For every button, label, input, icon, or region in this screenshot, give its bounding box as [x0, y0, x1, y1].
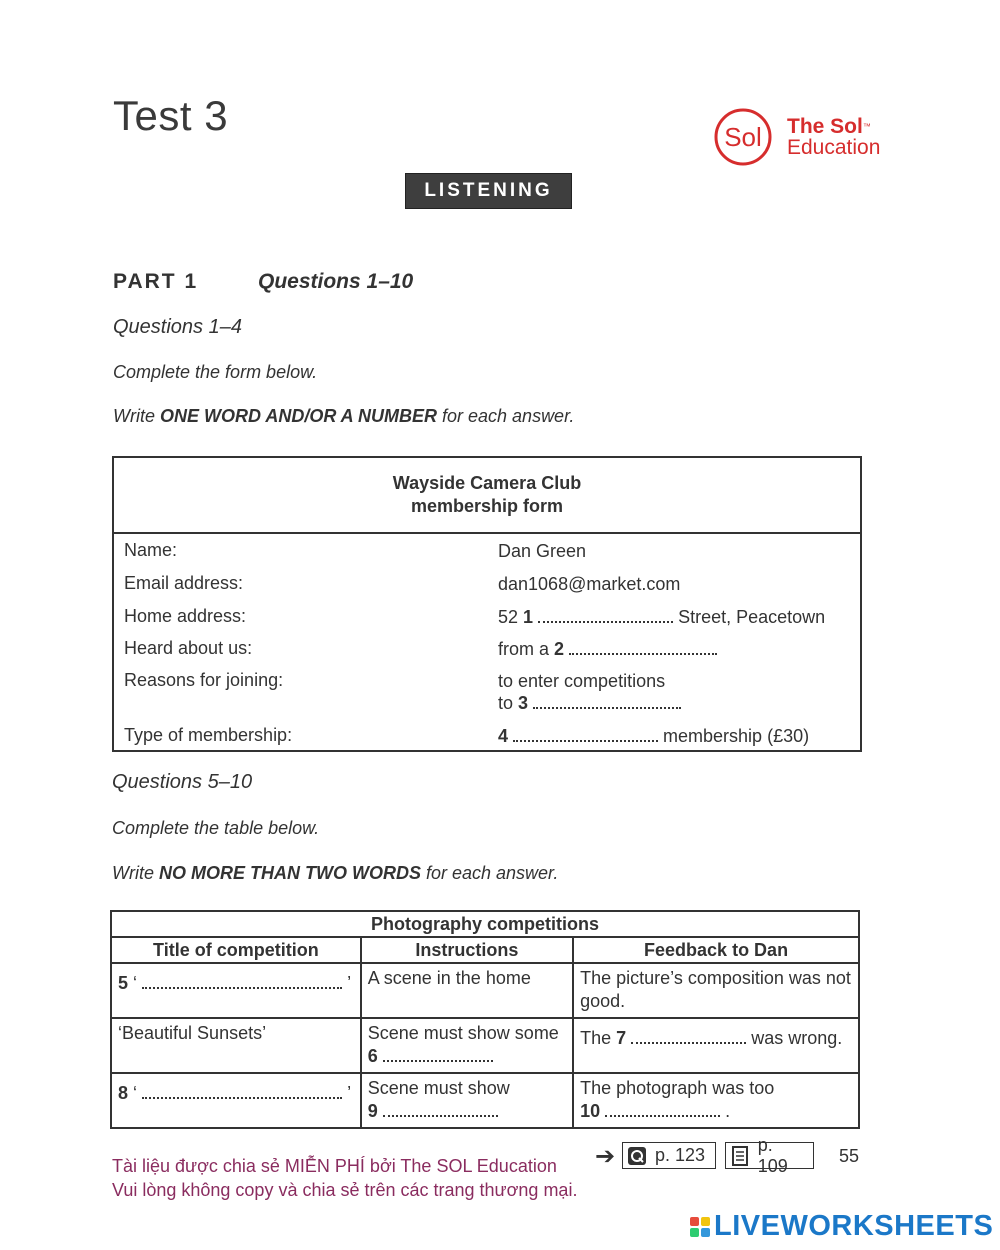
table-row	[111, 963, 859, 1018]
transcript-reference-link[interactable]: p. 109	[725, 1142, 814, 1169]
table-title-row	[111, 911, 859, 937]
liveworksheets-icon	[690, 1217, 710, 1237]
answer-blank-8[interactable]	[142, 1085, 342, 1099]
part-label: PART 1	[113, 270, 199, 293]
audio-reference-link[interactable]: p. 123	[622, 1142, 716, 1169]
table-cell: Scene must show some 6	[361, 1018, 573, 1073]
footer-note: Tài liệu được chia sẻ MIỄN PHÍ bởi The SOL Education Vui lòng không copy và chia sẻ trên các trang thương mại.	[112, 1156, 578, 1200]
brand-tm: ™	[862, 122, 871, 131]
competitions-table	[110, 910, 860, 1129]
svg-text:Sol: Sol	[724, 122, 762, 152]
table-row	[111, 1073, 859, 1128]
questions-1-4-heading: Questions 1–4	[113, 316, 242, 338]
part-question-range: Questions 1–10	[258, 270, 414, 293]
answer-blank-9[interactable]	[383, 1103, 498, 1117]
arrow-right-icon: ➔	[595, 1143, 616, 1170]
table-cell: The photograph was too 10 .	[573, 1073, 859, 1128]
answer-blank-6[interactable]	[383, 1048, 493, 1062]
answer-blank-7[interactable]	[631, 1030, 746, 1044]
table-cell: 5 ‘ ’	[111, 963, 361, 1018]
column-header: Instructions	[361, 937, 573, 963]
questions-1-4-instruction: Complete the form below.	[113, 362, 318, 382]
column-header: Feedback to Dan	[573, 937, 859, 963]
table-title: Photography competitions	[111, 911, 859, 937]
answer-blank-2[interactable]	[569, 641, 717, 655]
answer-blank-3[interactable]	[533, 695, 681, 709]
sol-logo-icon	[713, 107, 781, 167]
brand-name: The Sol	[787, 115, 863, 138]
table-cell: The 7 was wrong.	[573, 1018, 859, 1073]
table-cell: 8 ‘ ’	[111, 1073, 361, 1128]
membership-form: Wayside Camera Club membership form Name: Dan Green Email address: dan1068@market.com Home address: 52 1 Street, Peacetown Heard about us: from a 2 Reasons for joining: to enter competitions to 3 Type of membership: 4 membership (£30)	[112, 456, 862, 752]
answer-blank-4[interactable]	[513, 728, 658, 742]
brand-logo	[713, 107, 880, 167]
answer-blank-5[interactable]	[142, 975, 342, 989]
table-cell: The picture’s composition was not good.	[573, 963, 859, 1018]
document-icon	[730, 1146, 750, 1166]
table-cell: A scene in the home	[361, 963, 573, 1018]
questions-1-4-word-limit: Write ONE WORD AND/OR A NUMBER for each answer.	[113, 406, 575, 426]
table-header-row	[111, 937, 859, 963]
answer-blank-10[interactable]	[605, 1103, 720, 1117]
answer-blank-1[interactable]	[538, 609, 673, 623]
questions-5-10-heading: Questions 5–10	[112, 771, 253, 793]
table-row	[111, 1018, 859, 1073]
table-cell: Scene must show 9	[361, 1073, 573, 1128]
form-title: Wayside Camera Club membership form	[114, 458, 860, 534]
liveworksheets-logo: LIVEWORKSHEETS	[690, 1210, 993, 1243]
questions-5-10-instruction: Complete the table below.	[112, 818, 320, 838]
section-banner: LISTENING	[405, 173, 572, 209]
questions-5-10-word-limit: Write NO MORE THAN TWO WORDS for each answer.	[112, 863, 559, 883]
brand-subname: Education	[787, 136, 881, 159]
page-number: 55	[839, 1146, 860, 1166]
column-header: Title of competition	[111, 937, 361, 963]
test-title: Test 3	[113, 92, 229, 139]
table-cell: ‘Beautiful Sunsets’	[111, 1018, 361, 1073]
audio-icon	[627, 1146, 647, 1166]
